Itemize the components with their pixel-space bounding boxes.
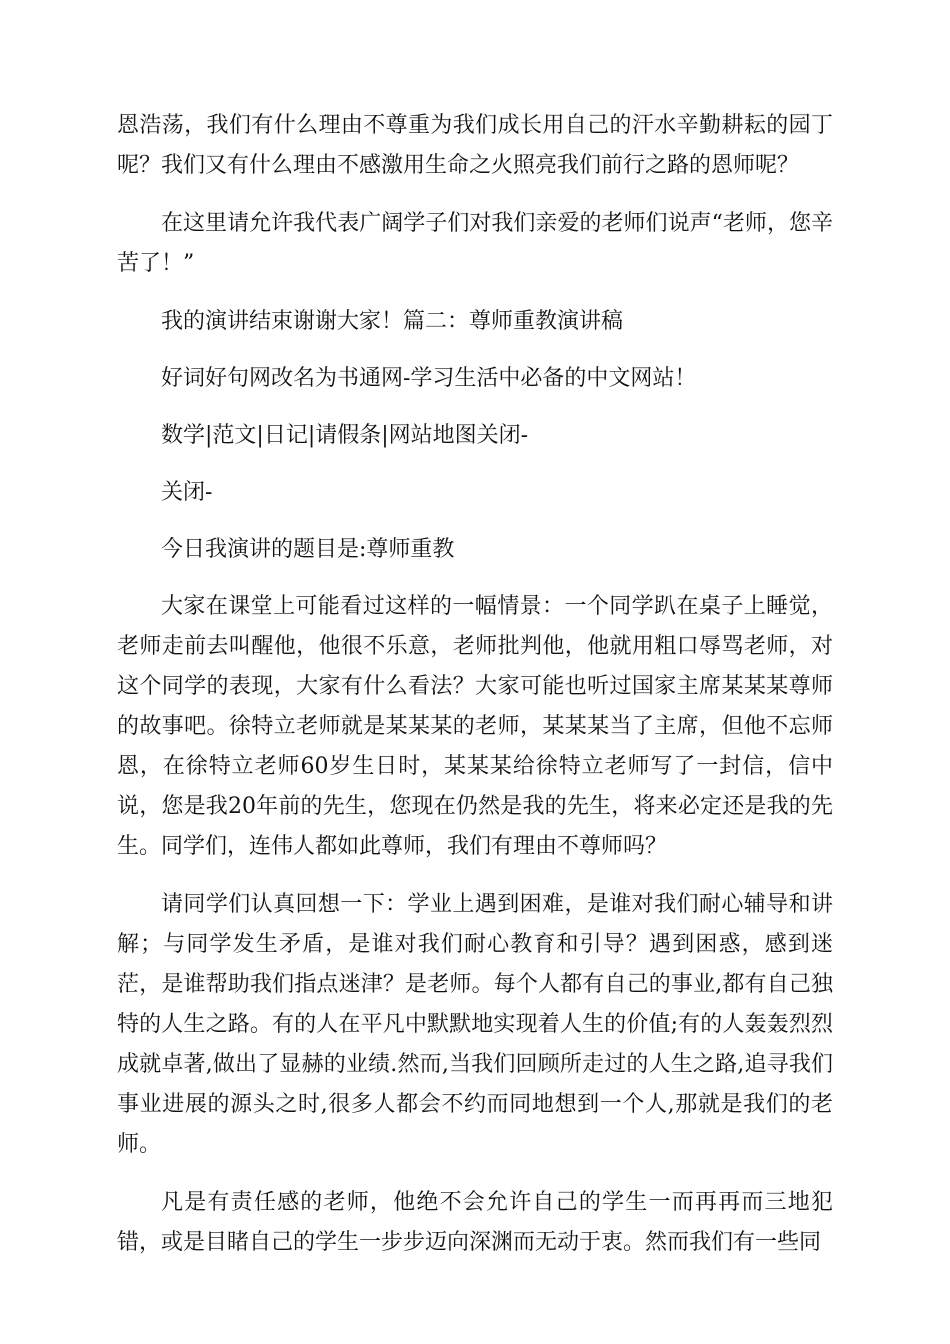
paragraph-speech-end: 我的演讲结束谢谢大家！篇二：尊师重教演讲稿	[161, 309, 624, 334]
paragraph-classroom-story: 大家在课堂上可能看过这样的一幅情景：一个同学趴在桌子上睡觉，老师走前去叫醒他，他很不乐意，老师批判他，他就用粗口辱骂老师，对这个同学的表现，大家有什么看法？大家可能也听过国家主席某某某尊师的故事吧。徐特立老师就是某某某的老师，某某某当了主席，但他不忘师恩，在徐特立老师60岁生日时，某某某给徐特立老师写了一封信，信中说，您是我20年前的先生，您现在仍然是我的先生，将来必定还是我的先生。同学们，连伟人都如此尊师，我们有理由不尊师吗？	[117, 594, 833, 859]
paragraph-site-notice: 好词好句网改名为书通网-学习生活中必备的中文网站！	[161, 366, 697, 391]
paragraph-responsibility: 凡是有责任感的老师，他绝不会允许自己的学生一而再再而三地犯错，或是目睹自己的学生一步步迈向深渊而无动于衷。然而我们有一些同	[117, 1190, 833, 1255]
paragraph-continued: 恩浩荡，我们有什么理由不尊重为我们成长用自己的汗水辛勤耕耘的园丁呢？我们又有什么理由不感激用生命之火照亮我们前行之路的恩师呢？	[117, 113, 833, 178]
paragraph-thanks-teachers: 在这里请允许我代表广阔学子们对我们亲爱的老师们说声“老师，您辛苦了！”	[117, 211, 833, 276]
paragraph-site-links: 数学|范文|日记|请假条|网站地图关闭-	[161, 423, 529, 448]
document-body	[117, 106, 833, 1281]
paragraph-recall: 请同学们认真回想一下：学业上遇到困难，是谁对我们耐心辅导和讲解；与同学发生矛盾，是谁对我们耐心教育和引导？遇到困惑，感到迷茫，是谁帮助我们指点迷津？是老师。每个人都有自己的事业,都有自己独特的人生之路。有的人在平凡中默默地实现着人生的价值;有的人轰轰烈烈成就卓著,做出了显赫的业绩.然而,当我们回顾所走过的人生之路,追寻我们事业进展的源头之时,很多人都会不约而同地想到一个人,那就是我们的老师。	[117, 892, 833, 1157]
paragraph-speech-title: 今日我演讲的题目是:尊师重教	[161, 537, 455, 562]
paragraph-close: 关闭-	[161, 480, 213, 505]
